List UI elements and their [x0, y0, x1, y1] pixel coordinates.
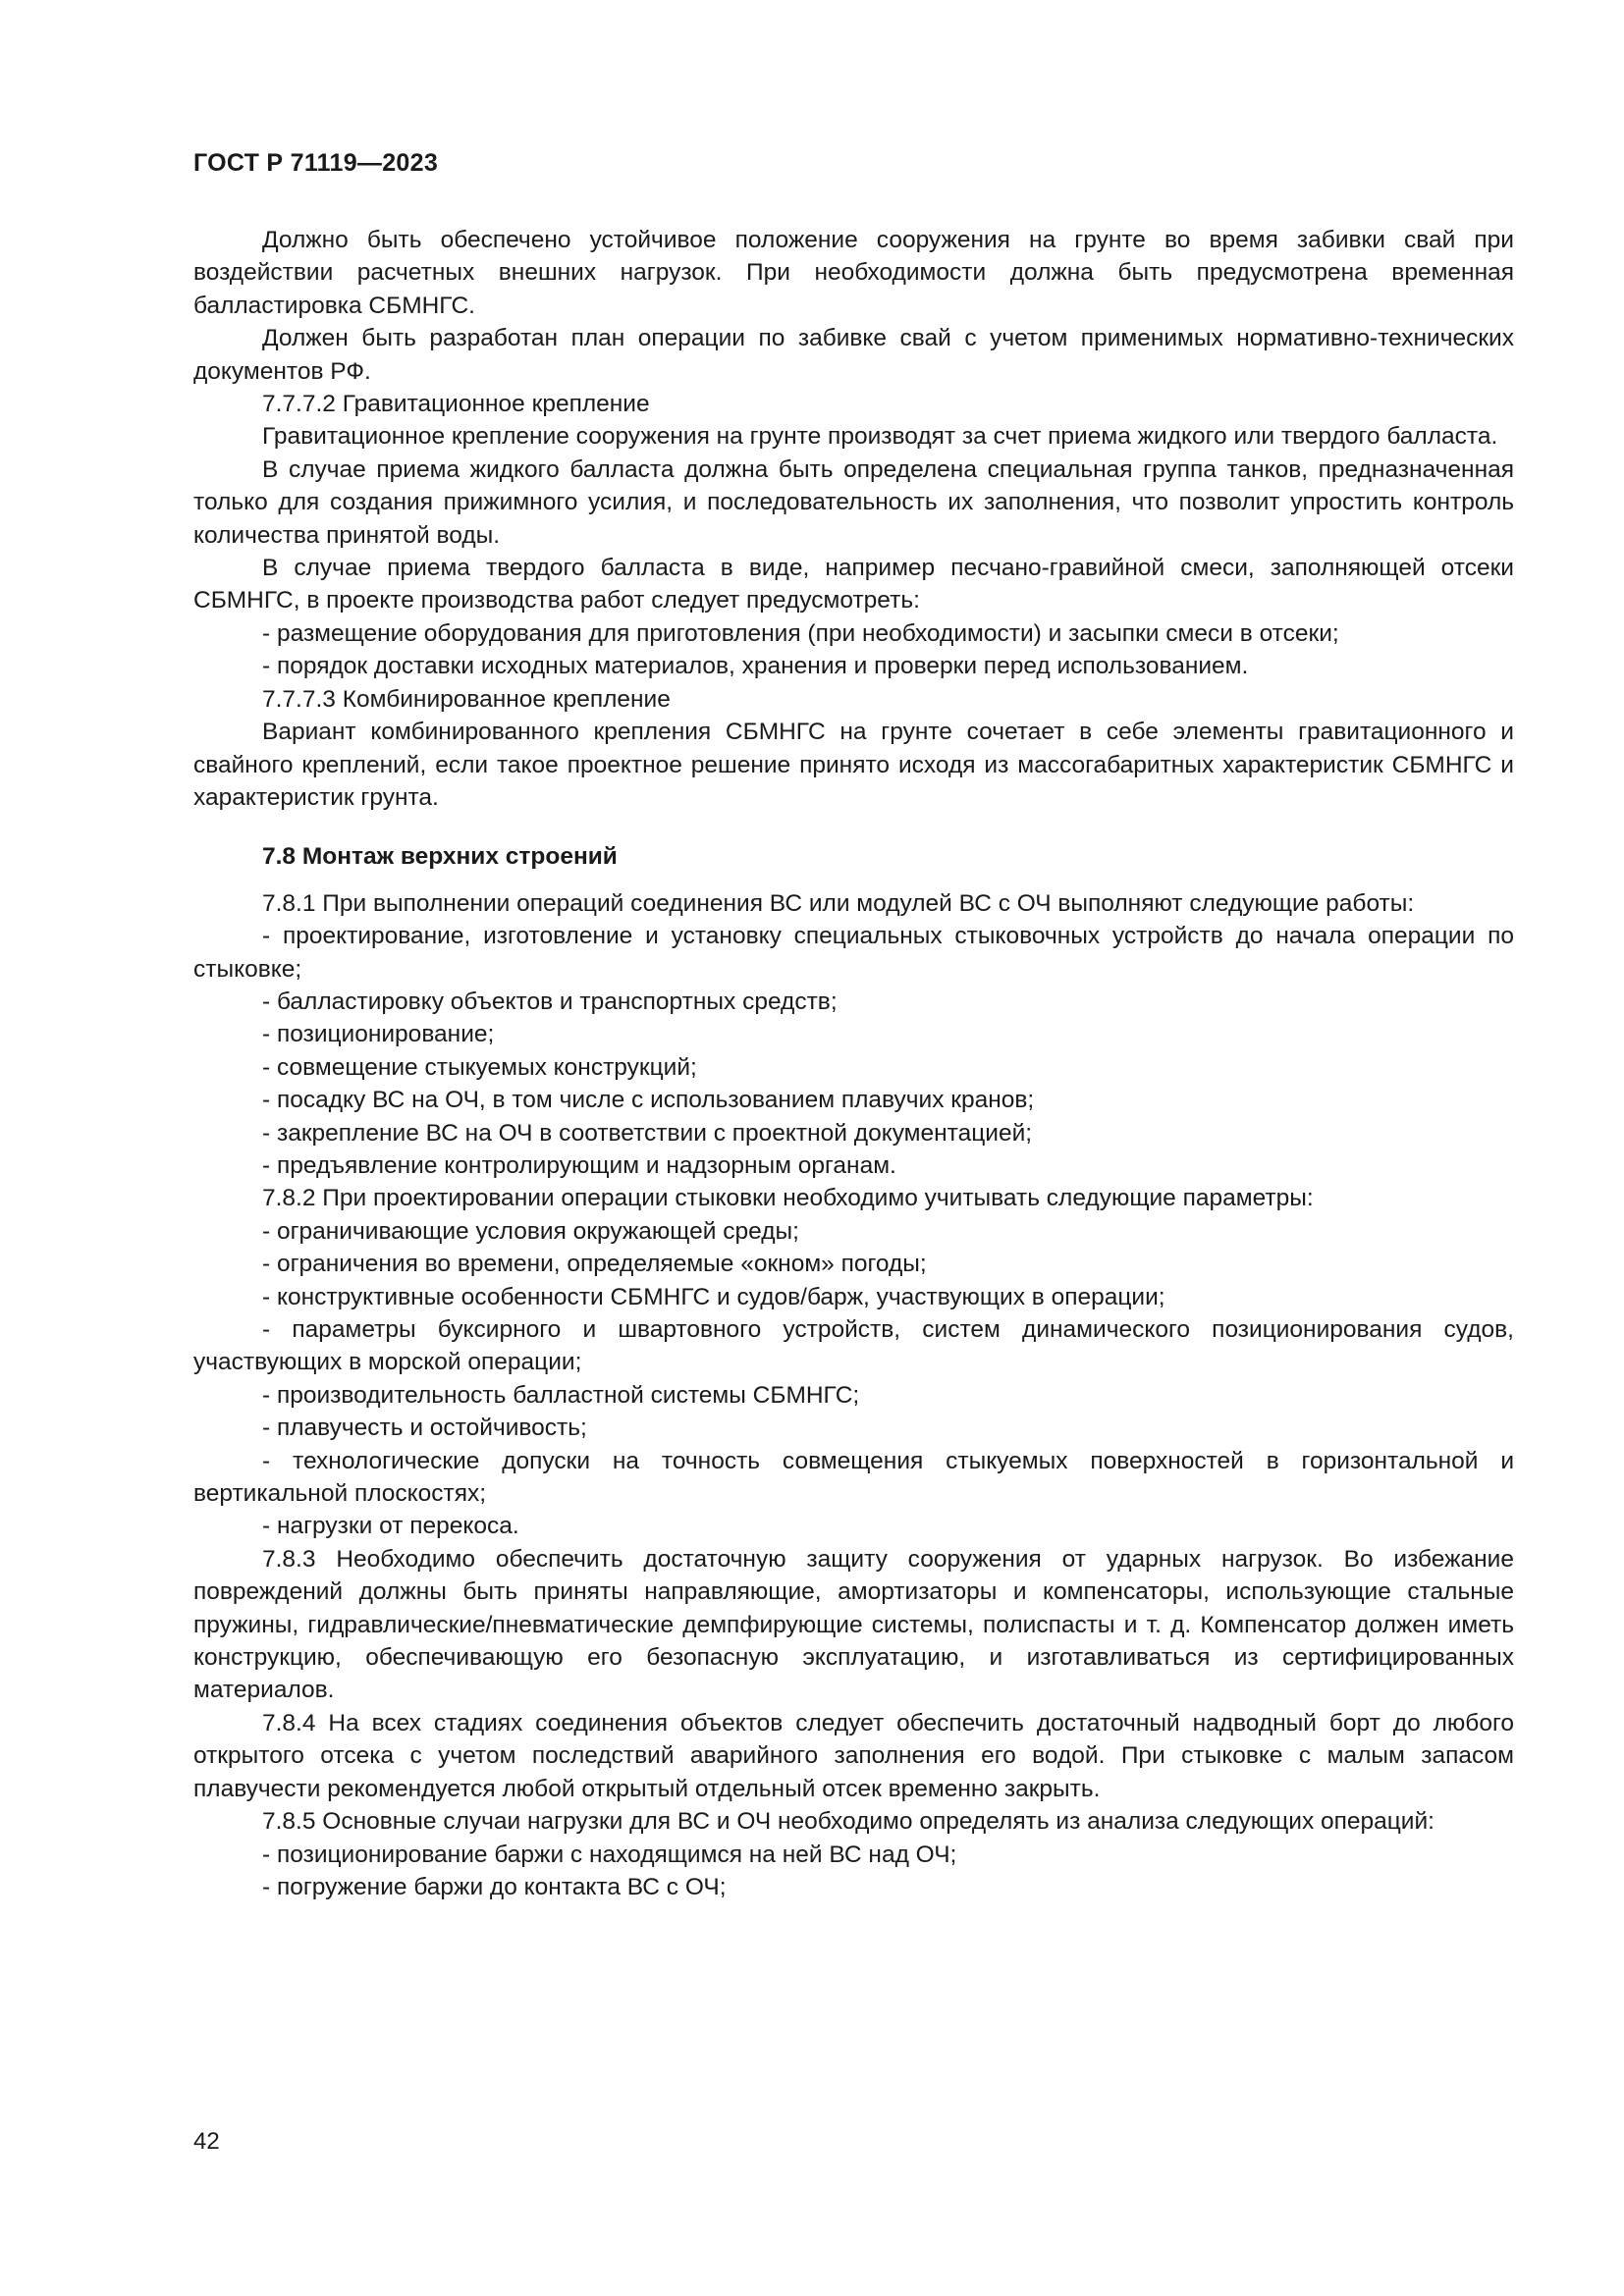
list-item: - совмещение стыкуемых конструкций; — [262, 1053, 697, 1081]
list-item: - нагрузки от перекоса. — [262, 1513, 519, 1540]
list-item: - технологические допуски на точность совмещения стыкуемых поверхностей в горизонтальной и вертикальной плоскостях; — [193, 1447, 1514, 1508]
list-item: - посадку ВС на ОЧ, в том числе с использованием плавучих кранов; — [262, 1087, 1035, 1114]
list-item: - балластировку объектов и транспортных средств; — [262, 988, 838, 1015]
list-item: - порядок доставки исходных материалов, хранения и проверки перед использованием. — [262, 653, 1249, 680]
list-item: - производительность балластной системы СБМНГС; — [262, 1381, 860, 1409]
list-item: - позиционирование баржи с находящимся на ней ВС над ОЧ; — [262, 1841, 957, 1868]
list-item: - ограничивающие условия окружающей среды; — [262, 1217, 799, 1245]
paragraph: 7.8.1 При выполнении операций соединения ВС или модулей ВС с ОЧ выполняют следующие работы: — [262, 889, 1415, 917]
paragraph: 7.8.5 Основные случаи нагрузки для ВС и ОЧ необходимо определять из анализа следующих операций: — [262, 1808, 1435, 1836]
list-item: - позиционирование; — [262, 1021, 495, 1048]
paragraph: 7.8.4 На всех стадиях соединения объектов следует обеспечить достаточный надводный борт до любого открытого отсека с учетом последствий аварийного заполнения его водой. При стыковке с малым запасом плавучести рекомендуется любой открытый отдельный отсек временно закрыть. — [193, 1709, 1514, 1802]
page-body — [193, 224, 1514, 1903]
list-item: - проектирование, изготовление и установку специальных стыковочных устройств до начала операции по стыковке; — [193, 923, 1514, 983]
paragraph: Вариант комбинированного крепления СБМНГС на грунте сочетает в себе элементы гравитационного и свайного креплений, если такое проектное решение принято исходя из массогабаритных характеристик СБМНГС и характеристик грунта. — [193, 719, 1514, 811]
paragraph: Должно быть обеспечено устойчивое положение сооружения на грунте во время забивки свай при воздействии расчетных внешних нагрузок. При необходимости должна быть предусмотрена временная балластировка СБМНГС. — [193, 227, 1514, 319]
paragraph: Должен быть разработан план операции по забивке свай с учетом применимых нормативно-технических документов РФ. — [193, 325, 1514, 385]
paragraph: 7.8.3 Необходимо обеспечить достаточную защиту сооружения от ударных нагрузок. Во избежание повреждений должны быть приняты направляющие, амортизаторы и компенсаторы, использующие стальные пружины, гидравлические/пневматические демпфирующие системы, полиспасты и т. д. Компенсатор должен иметь конструкцию, обеспечивающую его безопасную эксплуатацию, и изготавливаться из сертифицированных материалов. — [193, 1545, 1514, 1704]
document-header: ГОСТ Р 71119—2023 — [193, 149, 439, 177]
list-item: - закрепление ВС на ОЧ в соответствии с проектной документацией; — [262, 1119, 1033, 1147]
subsection-title: 7.7.7.3 Комбинированное крепление — [262, 685, 671, 713]
list-item: - плавучесть и остойчивость; — [262, 1415, 587, 1442]
subsection-title: 7.7.7.2 Гравитационное крепление — [262, 391, 650, 418]
list-item: - предъявление контролирующим и надзорным органам. — [262, 1151, 896, 1179]
list-item: - конструктивные особенности СБМНГС и судов/барж, участвующих в операции; — [262, 1283, 1165, 1310]
list-item: - параметры буксирного и швартовного устройств, систем динамического позиционирования судов, участвующих в морской операции; — [193, 1316, 1514, 1376]
list-item: - ограничения во времени, определяемые «окном» погоды; — [262, 1251, 927, 1278]
paragraph: В случае приема твердого балласта в виде, например песчано-гравийной смеси, заполняющей отсеки СБМНГС, в проекте производства работ следует предусмотреть: — [193, 555, 1514, 614]
list-item: - размещение оборудования для приготовления (при необходимости) и засыпки смеси в отсеки; — [262, 619, 1339, 647]
paragraph: 7.8.2 При проектировании операции стыковки необходимо учитывать следующие параметры: — [262, 1185, 1314, 1212]
section-heading: 7.8 Монтаж верхних строений — [262, 843, 618, 871]
paragraph: В случае приема жидкого балласта должна быть определена специальная группа танков, предназначенная только для создания прижимного усилия, и последовательность их заполнения, что позволит упростить контроль количества принятой воды. — [193, 455, 1514, 549]
paragraph: Гравитационное крепление сооружения на грунте производят за счет приема жидкого или твердого балласта. — [262, 423, 1498, 451]
list-item: - погружение баржи до контакта ВС с ОЧ; — [262, 1873, 727, 1900]
page-number: 42 — [193, 2128, 220, 2155]
